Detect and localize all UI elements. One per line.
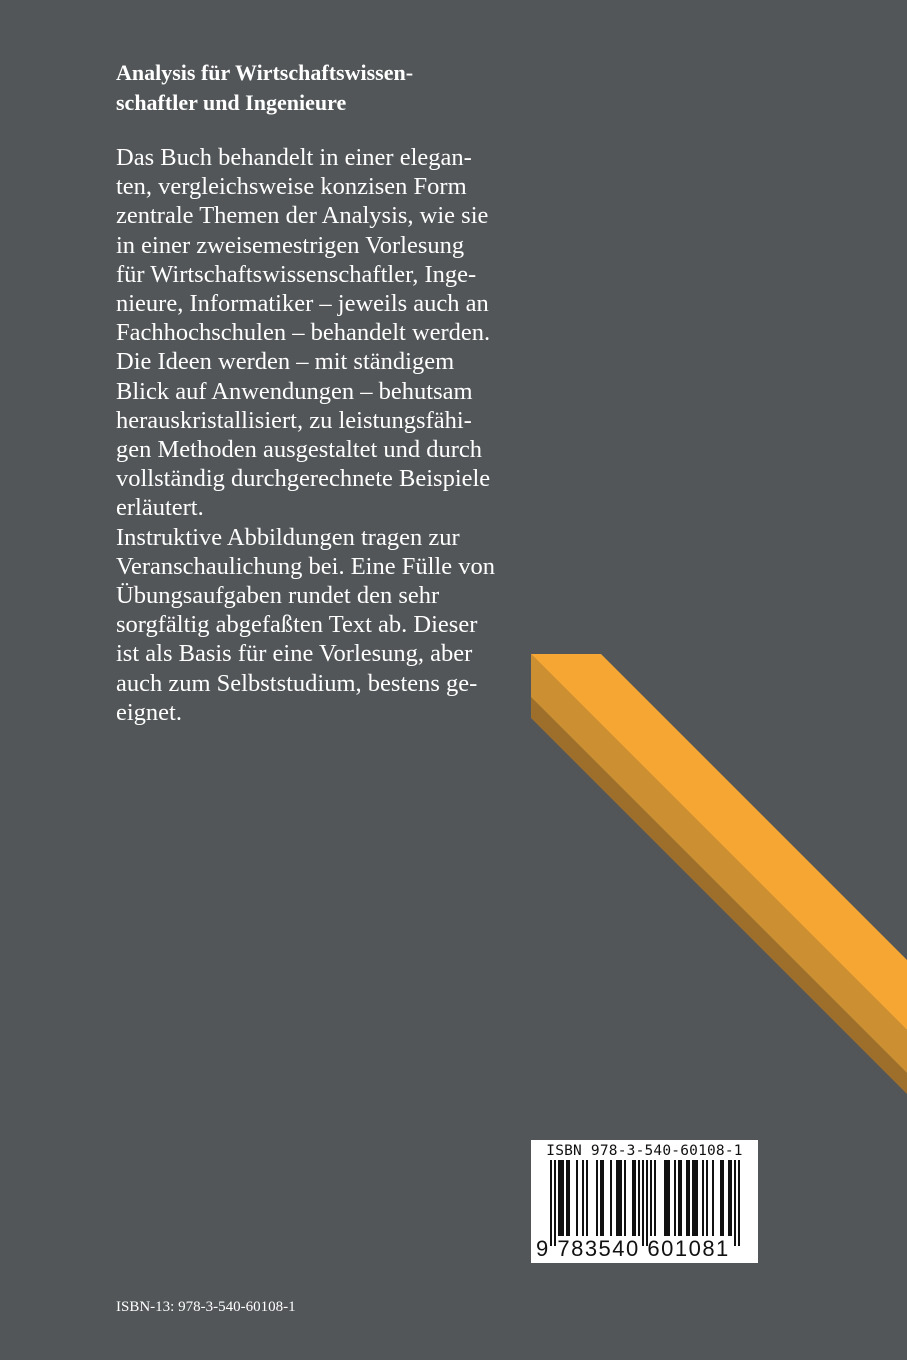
barcode-bar bbox=[610, 1160, 612, 1236]
isbn-footer: ISBN-13: 978-3-540-60108-1 bbox=[116, 1299, 296, 1315]
barcode-bar bbox=[654, 1160, 656, 1236]
book-description: Das Buch behandelt in einer elegan- ten, vergleichsweise konzisen Form zentrale Themen der Analysis, wie sie in einer zweisemestrigen Vorlesung für Wirtschaftswissenschaftler, Inge- nieure, Informatiker – jeweils auch an Fachhochschulen – behandelt werden. Die Ideen werden – mit ständigem Blick auf Anwendungen – behutsam herauskristallisiert, zu leistungsfähi- gen Methoden ausgestaltet und durch vollständig durchgerechnete Beispiele erläutert. Instruktive Abbildungen tragen zur Veranschaulichung bei. Eine Fülle von Übungsaufgaben rundet den sehr sorgfältig abgefaßten Text ab. Dieser ist als Basis für eine Vorlesung, aber auch zum Selbststudium, bestens ge- eignet. bbox=[116, 144, 495, 726]
barcode-bar bbox=[674, 1160, 676, 1236]
barcode-bar bbox=[560, 1160, 562, 1236]
isbn-barcode bbox=[531, 1140, 758, 1263]
barcode-bar bbox=[554, 1160, 556, 1246]
barcode-bar bbox=[686, 1160, 688, 1236]
barcode-bar bbox=[568, 1160, 570, 1236]
barcode-bar bbox=[576, 1160, 578, 1236]
barcode-bar bbox=[664, 1160, 666, 1236]
barcode-bar bbox=[666, 1160, 668, 1236]
barcode-bar bbox=[642, 1160, 644, 1246]
barcode-bar bbox=[692, 1160, 694, 1236]
barcode-bar bbox=[638, 1160, 640, 1236]
barcode-bar bbox=[616, 1160, 618, 1236]
barcode-bar bbox=[706, 1160, 708, 1236]
barcode-bar bbox=[738, 1160, 740, 1246]
barcode-bar bbox=[634, 1160, 636, 1236]
barcode-bar bbox=[678, 1160, 680, 1236]
barcode-bar bbox=[600, 1160, 602, 1236]
barcode-bar bbox=[680, 1160, 682, 1236]
barcode-bar bbox=[722, 1160, 724, 1236]
barcode-bar bbox=[734, 1160, 736, 1246]
barcode-bar bbox=[618, 1160, 620, 1236]
barcode-bar bbox=[668, 1160, 670, 1236]
barcode-bar bbox=[688, 1160, 690, 1236]
barcode-bar bbox=[586, 1160, 588, 1236]
barcode-bar bbox=[620, 1160, 622, 1236]
barcode-bar bbox=[566, 1160, 568, 1236]
barcode-digits: 9 783540 601081 bbox=[536, 1236, 730, 1261]
barcode-bar bbox=[696, 1160, 698, 1236]
barcode-bar bbox=[728, 1160, 730, 1236]
book-title: Analysis für Wirtschaftswissen- schaftler und Ingenieure bbox=[116, 60, 414, 115]
barcode-bar bbox=[702, 1160, 704, 1236]
pencil-mid-face bbox=[531, 654, 907, 1073]
barcode-bar bbox=[558, 1160, 560, 1236]
pencil-dark-face bbox=[531, 697, 907, 1094]
pencil-light-face bbox=[531, 654, 907, 1030]
barcode-bar bbox=[596, 1160, 598, 1236]
barcode-bar bbox=[602, 1160, 604, 1236]
barcode-bar bbox=[650, 1160, 652, 1236]
barcode-bar bbox=[624, 1160, 626, 1236]
barcode-bar bbox=[562, 1160, 564, 1236]
barcode-bar bbox=[632, 1160, 634, 1236]
barcode-bar bbox=[712, 1160, 714, 1236]
barcode-isbn-label: ISBN 978-3-540-60108-1 bbox=[546, 1143, 743, 1159]
barcode-bar bbox=[720, 1160, 722, 1236]
barcode-bar bbox=[646, 1160, 648, 1246]
barcode-bar bbox=[582, 1160, 584, 1236]
barcode-bar bbox=[550, 1160, 552, 1246]
barcode-bar bbox=[694, 1160, 696, 1236]
barcode-bar bbox=[730, 1160, 732, 1236]
